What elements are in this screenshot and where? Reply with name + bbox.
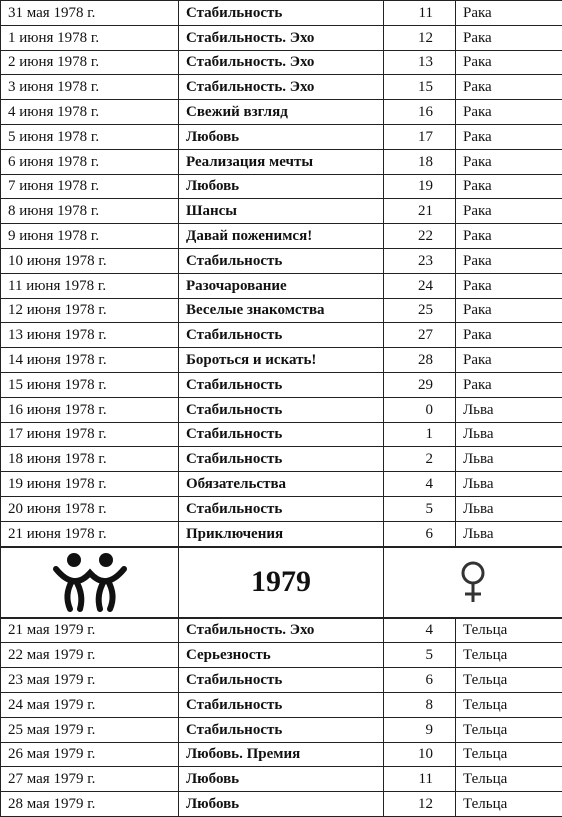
table-row — [1, 1, 562, 26]
date-cell: 20 июня 1978 г. — [1, 496, 179, 521]
sign-cell: Льва — [456, 422, 562, 447]
title-cell: Стабильность — [179, 717, 384, 742]
table-row — [1, 50, 562, 75]
degree-cell: 12 — [384, 25, 456, 50]
table-row — [1, 273, 562, 298]
degree-cell: 19 — [384, 174, 456, 199]
sign-cell: Тельца — [456, 717, 562, 742]
table-row — [1, 149, 562, 174]
date-cell: 15 июня 1978 г. — [1, 372, 179, 397]
title-cell: Стабильность — [179, 447, 384, 472]
table-row — [1, 298, 562, 323]
sign-cell: Рака — [456, 273, 562, 298]
sign-cell: Рака — [456, 348, 562, 373]
sign-cell: Рака — [456, 75, 562, 100]
date-cell: 8 июня 1978 г. — [1, 199, 179, 224]
table-row — [1, 124, 562, 149]
title-cell: Любовь — [179, 792, 384, 817]
degree-cell: 8 — [384, 692, 456, 717]
title-cell: Стабильность — [179, 1, 384, 26]
sign-cell: Тельца — [456, 618, 562, 643]
title-cell: Стабильность — [179, 668, 384, 693]
degree-cell: 15 — [384, 75, 456, 100]
date-cell: 14 июня 1978 г. — [1, 348, 179, 373]
title-cell: Серьезность — [179, 643, 384, 668]
degree-cell: 9 — [384, 717, 456, 742]
date-cell: 23 мая 1979 г. — [1, 668, 179, 693]
date-cell: 17 июня 1978 г. — [1, 422, 179, 447]
table-row — [1, 174, 562, 199]
sign-cell: Рака — [456, 298, 562, 323]
sign-cell: Рака — [456, 323, 562, 348]
sign-cell: Тельца — [456, 643, 562, 668]
date-cell: 16 июня 1978 г. — [1, 397, 179, 422]
date-cell: 27 мая 1979 г. — [1, 767, 179, 792]
title-cell: Любовь. Премия — [179, 742, 384, 767]
year-separator — [1, 547, 562, 618]
degree-cell: 6 — [384, 668, 456, 693]
degree-cell: 5 — [384, 643, 456, 668]
degree-cell: 4 — [384, 472, 456, 497]
degree-cell: 0 — [384, 397, 456, 422]
degree-cell: 22 — [384, 224, 456, 249]
sign-cell: Льва — [456, 447, 562, 472]
degree-cell: 17 — [384, 124, 456, 149]
date-cell: 18 июня 1978 г. — [1, 447, 179, 472]
table-row — [1, 742, 562, 767]
table-row — [1, 397, 562, 422]
table-row — [1, 668, 562, 693]
degree-cell: 29 — [384, 372, 456, 397]
degree-cell: 18 — [384, 149, 456, 174]
table-row — [1, 472, 562, 497]
degree-cell: 4 — [384, 618, 456, 643]
sign-cell: Тельца — [456, 692, 562, 717]
table-row — [1, 643, 562, 668]
title-cell: Любовь — [179, 124, 384, 149]
degree-cell: 13 — [384, 50, 456, 75]
title-cell: Бороться и искать! — [179, 348, 384, 373]
title-cell: Стабильность — [179, 372, 384, 397]
date-cell: 5 июня 1978 г. — [1, 124, 179, 149]
date-cell: 22 мая 1979 г. — [1, 643, 179, 668]
rows-1978 — [1, 1, 562, 547]
sign-cell: Рака — [456, 199, 562, 224]
table-row — [1, 348, 562, 373]
table-row — [1, 496, 562, 521]
date-cell: 12 июня 1978 г. — [1, 298, 179, 323]
title-cell: Стабильность — [179, 422, 384, 447]
table-row — [1, 692, 562, 717]
date-cell: 25 мая 1979 г. — [1, 717, 179, 742]
degree-cell: 11 — [384, 1, 456, 26]
date-cell: 24 мая 1979 г. — [1, 692, 179, 717]
table-row — [1, 372, 562, 397]
sign-cell: Льва — [456, 472, 562, 497]
degree-cell: 28 — [384, 348, 456, 373]
degree-cell: 10 — [384, 742, 456, 767]
sign-cell: Рака — [456, 100, 562, 125]
table-row — [1, 25, 562, 50]
title-cell: Приключения — [179, 521, 384, 546]
sign-cell: Льва — [456, 496, 562, 521]
title-cell: Давай поженимся! — [179, 224, 384, 249]
sign-cell: Льва — [456, 397, 562, 422]
date-cell: 13 июня 1978 г. — [1, 323, 179, 348]
title-cell: Стабильность. Эхо — [179, 25, 384, 50]
date-cell: 28 мая 1979 г. — [1, 792, 179, 817]
degree-cell: 25 — [384, 298, 456, 323]
table-row — [1, 100, 562, 125]
degree-cell: 23 — [384, 248, 456, 273]
table-row — [1, 323, 562, 348]
title-cell: Стабильность. Эхо — [179, 50, 384, 75]
title-cell: Стабильность — [179, 397, 384, 422]
date-cell: 11 июня 1978 г. — [1, 273, 179, 298]
degree-cell: 21 — [384, 199, 456, 224]
date-cell: 1 июня 1978 г. — [1, 25, 179, 50]
date-cell: 21 июня 1978 г. — [1, 521, 179, 546]
sign-cell: Рака — [456, 124, 562, 149]
sign-cell: Тельца — [456, 668, 562, 693]
sign-cell: Рака — [456, 372, 562, 397]
sign-cell: Рака — [456, 174, 562, 199]
date-cell: 2 июня 1978 г. — [1, 50, 179, 75]
venus-symbol-icon — [384, 547, 562, 618]
degree-cell: 6 — [384, 521, 456, 546]
degree-cell: 24 — [384, 273, 456, 298]
sign-cell: Рака — [456, 224, 562, 249]
sign-cell: Льва — [456, 521, 562, 546]
title-cell: Стабильность — [179, 323, 384, 348]
degree-cell: 2 — [384, 447, 456, 472]
table-row — [1, 248, 562, 273]
date-cell: 4 июня 1978 г. — [1, 100, 179, 125]
title-cell: Свежий взгляд — [179, 100, 384, 125]
sign-cell: Рака — [456, 248, 562, 273]
date-cell: 10 июня 1978 г. — [1, 248, 179, 273]
title-cell: Обязательства — [179, 472, 384, 497]
title-cell: Любовь — [179, 767, 384, 792]
date-cell: 31 мая 1978 г. — [1, 1, 179, 26]
table-row — [1, 75, 562, 100]
degree-cell: 5 — [384, 496, 456, 521]
degree-cell: 27 — [384, 323, 456, 348]
title-cell: Стабильность. Эхо — [179, 618, 384, 643]
year-label: 1979 — [179, 547, 384, 618]
sign-cell: Тельца — [456, 767, 562, 792]
sign-cell: Тельца — [456, 742, 562, 767]
degree-cell: 16 — [384, 100, 456, 125]
table-row — [1, 447, 562, 472]
sign-cell: Рака — [456, 50, 562, 75]
title-cell: Стабильность — [179, 496, 384, 521]
date-cell: 26 мая 1979 г. — [1, 742, 179, 767]
rows-1979 — [1, 618, 562, 817]
degree-cell: 1 — [384, 422, 456, 447]
date-cell: 21 мая 1979 г. — [1, 618, 179, 643]
sign-cell: Рака — [456, 1, 562, 26]
table-row — [1, 618, 562, 643]
sign-cell: Рака — [456, 25, 562, 50]
title-cell: Шансы — [179, 199, 384, 224]
sign-cell: Рака — [456, 149, 562, 174]
table-row — [1, 767, 562, 792]
title-cell: Веселые знакомства — [179, 298, 384, 323]
title-cell: Стабильность — [179, 692, 384, 717]
date-cell: 9 июня 1978 г. — [1, 224, 179, 249]
table-row — [1, 422, 562, 447]
table-row — [1, 199, 562, 224]
table-row — [1, 224, 562, 249]
title-cell: Реализация мечты — [179, 149, 384, 174]
date-cell: 6 июня 1978 г. — [1, 149, 179, 174]
degree-cell: 12 — [384, 792, 456, 817]
table-row — [1, 521, 562, 546]
date-cell: 7 июня 1978 г. — [1, 174, 179, 199]
twins-figures-icon — [1, 547, 179, 618]
table-row — [1, 717, 562, 742]
table-row — [1, 792, 562, 817]
title-cell: Разочарование — [179, 273, 384, 298]
sign-cell: Тельца — [456, 792, 562, 817]
date-cell: 19 июня 1978 г. — [1, 472, 179, 497]
title-cell: Стабильность — [179, 248, 384, 273]
degree-cell: 11 — [384, 767, 456, 792]
title-cell: Стабильность. Эхо — [179, 75, 384, 100]
title-cell: Любовь — [179, 174, 384, 199]
date-cell: 3 июня 1978 г. — [1, 75, 179, 100]
